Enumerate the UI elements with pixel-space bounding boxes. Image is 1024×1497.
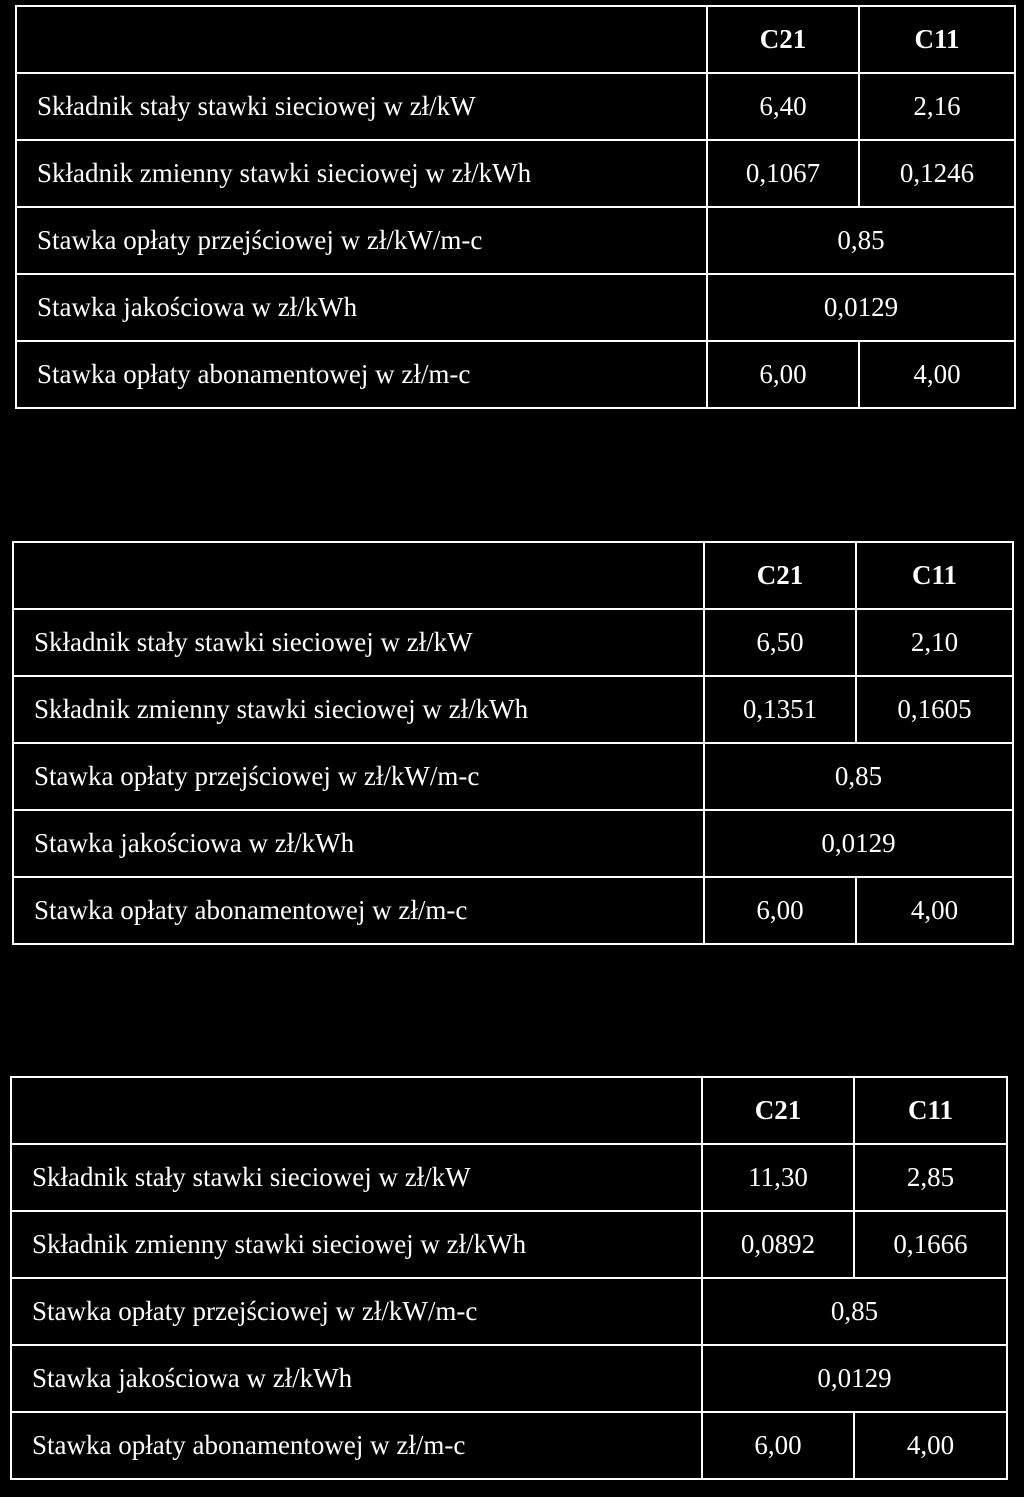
row-label: Stawka opłaty przejściowej w zł/kW/m-c bbox=[11, 1278, 702, 1345]
table-row bbox=[11, 1345, 1007, 1412]
header-c21: C21 bbox=[702, 1077, 854, 1144]
value-c11: 2,85 bbox=[854, 1144, 1007, 1211]
value-c21: 0,1351 bbox=[704, 676, 856, 743]
table-row bbox=[13, 810, 1013, 877]
row-label: Składnik stały stawki sieciowej w zł/kW bbox=[11, 1144, 702, 1211]
header-c11: C11 bbox=[854, 1077, 1007, 1144]
table-row bbox=[16, 207, 1015, 274]
value-shared: 0,85 bbox=[704, 743, 1013, 810]
header-empty-cell bbox=[16, 6, 707, 73]
row-label: Składnik zmienny stawki sieciowej w zł/kWh bbox=[13, 676, 704, 743]
value-c11: 2,10 bbox=[856, 609, 1013, 676]
table-row bbox=[13, 609, 1013, 676]
value-shared: 0,0129 bbox=[707, 274, 1015, 341]
header-c21: C21 bbox=[707, 6, 859, 73]
table-row bbox=[16, 73, 1015, 140]
header-c11: C11 bbox=[856, 542, 1013, 609]
value-shared: 0,85 bbox=[707, 207, 1015, 274]
header-c21: C21 bbox=[704, 542, 856, 609]
row-label: Stawka opłaty abonamentowej w zł/m-c bbox=[13, 877, 704, 944]
row-label: Składnik stały stawki sieciowej w zł/kW bbox=[13, 609, 704, 676]
header-empty-cell bbox=[11, 1077, 702, 1144]
value-c21: 6,40 bbox=[707, 73, 859, 140]
table-row bbox=[11, 1412, 1007, 1479]
table-header-row bbox=[11, 1077, 1007, 1144]
tariff-table-3 bbox=[10, 1076, 1008, 1480]
value-c21: 6,00 bbox=[704, 877, 856, 944]
table-row bbox=[13, 743, 1013, 810]
value-shared: 0,0129 bbox=[704, 810, 1013, 877]
table-row bbox=[13, 877, 1013, 944]
value-c21: 6,00 bbox=[707, 341, 859, 408]
value-shared: 0,85 bbox=[702, 1278, 1007, 1345]
table-row bbox=[16, 341, 1015, 408]
row-label: Stawka opłaty abonamentowej w zł/m-c bbox=[11, 1412, 702, 1479]
value-c11: 0,1246 bbox=[859, 140, 1015, 207]
table-row bbox=[11, 1144, 1007, 1211]
value-c21: 0,1067 bbox=[707, 140, 859, 207]
value-c21: 6,50 bbox=[704, 609, 856, 676]
row-label: Stawka opłaty przejściowej w zł/kW/m-c bbox=[13, 743, 704, 810]
header-empty-cell bbox=[13, 542, 704, 609]
row-label: Składnik zmienny stawki sieciowej w zł/kWh bbox=[11, 1211, 702, 1278]
table-header-row bbox=[13, 542, 1013, 609]
row-label: Składnik zmienny stawki sieciowej w zł/kWh bbox=[16, 140, 707, 207]
value-c11: 0,1605 bbox=[856, 676, 1013, 743]
table-row bbox=[13, 676, 1013, 743]
table-row bbox=[11, 1278, 1007, 1345]
row-label: Stawka jakościowa w zł/kWh bbox=[13, 810, 704, 877]
value-c21: 0,0892 bbox=[702, 1211, 854, 1278]
value-shared: 0,0129 bbox=[702, 1345, 1007, 1412]
header-c11: C11 bbox=[859, 6, 1015, 73]
table-row bbox=[16, 140, 1015, 207]
row-label: Stawka opłaty abonamentowej w zł/m-c bbox=[16, 341, 707, 408]
table-header-row bbox=[16, 6, 1015, 73]
value-c11: 4,00 bbox=[856, 877, 1013, 944]
table-row bbox=[11, 1211, 1007, 1278]
value-c11: 2,16 bbox=[859, 73, 1015, 140]
value-c11: 4,00 bbox=[859, 341, 1015, 408]
tariff-table-1 bbox=[15, 5, 1016, 409]
value-c21: 11,30 bbox=[702, 1144, 854, 1211]
row-label: Stawka opłaty przejściowej w zł/kW/m-c bbox=[16, 207, 707, 274]
tariff-table-2 bbox=[12, 541, 1014, 945]
value-c11: 4,00 bbox=[854, 1412, 1007, 1479]
row-label: Składnik stały stawki sieciowej w zł/kW bbox=[16, 73, 707, 140]
value-c11: 0,1666 bbox=[854, 1211, 1007, 1278]
row-label: Stawka jakościowa w zł/kWh bbox=[16, 274, 707, 341]
value-c21: 6,00 bbox=[702, 1412, 854, 1479]
row-label: Stawka jakościowa w zł/kWh bbox=[11, 1345, 702, 1412]
table-row bbox=[16, 274, 1015, 341]
